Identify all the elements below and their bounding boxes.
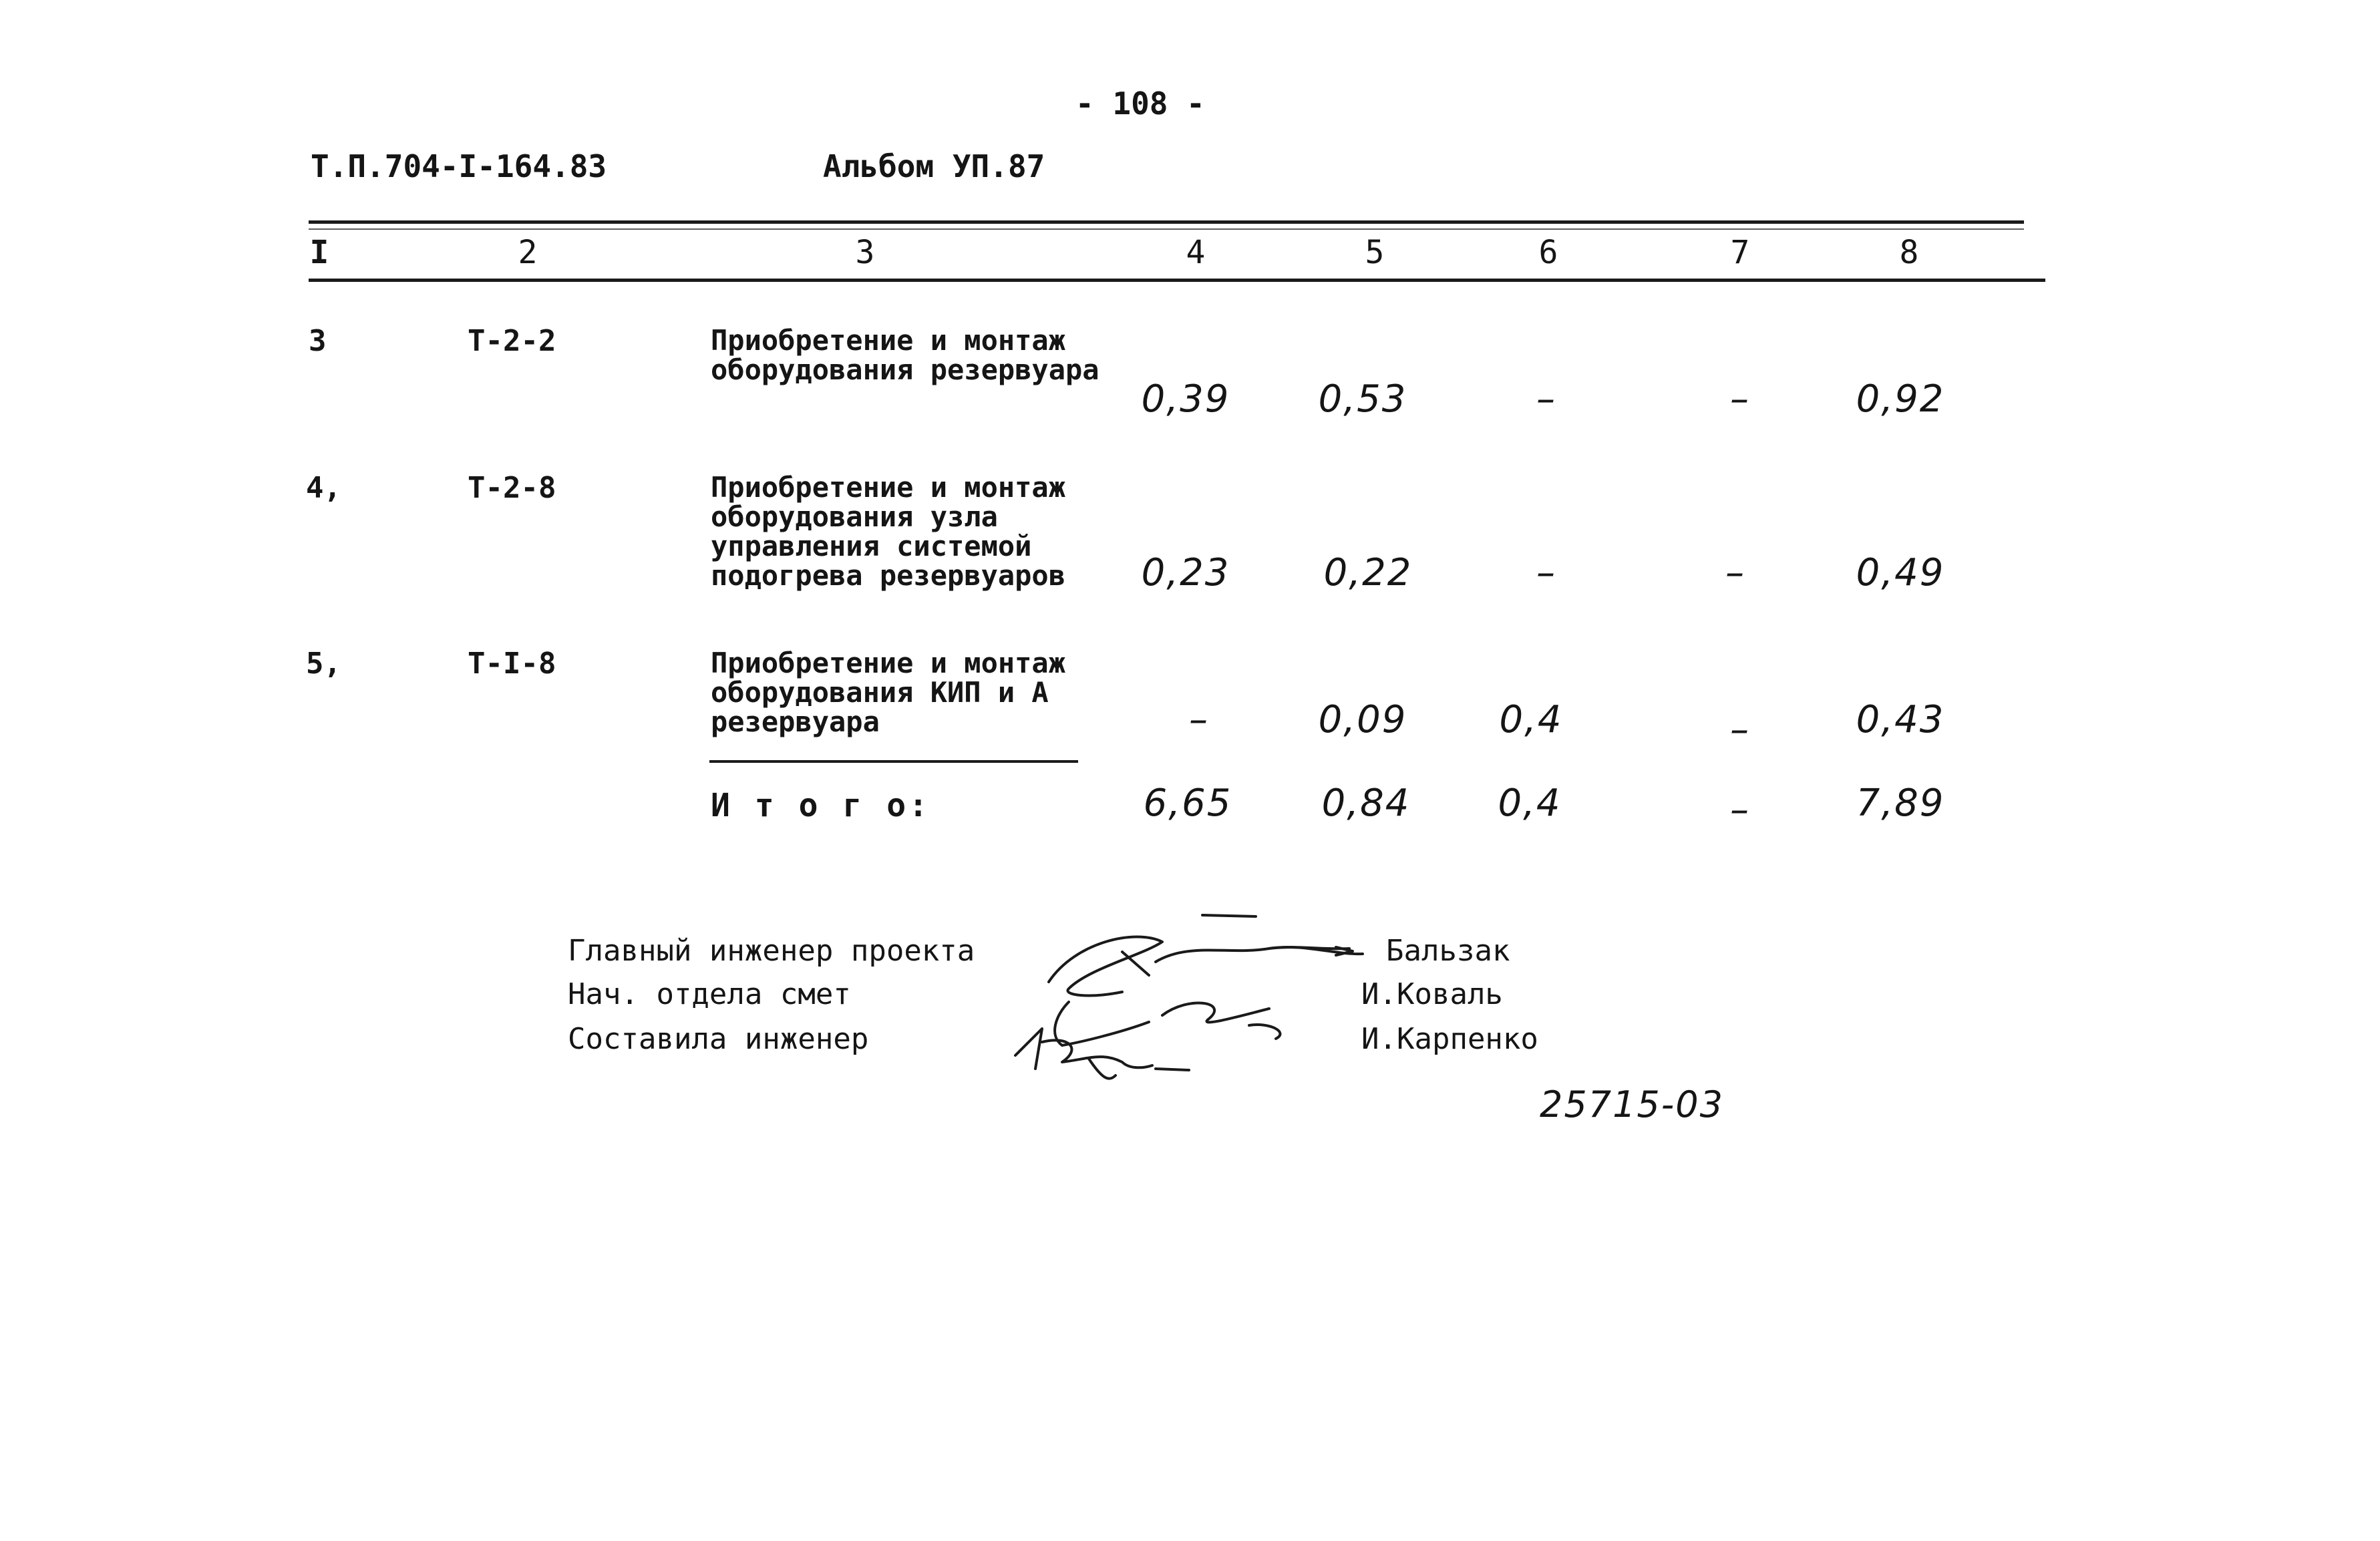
row-3-description: Приобретение и монтаж оборудования КИП и А резервуара: [711, 647, 1066, 738]
document-stamp-number: 25715-03: [1540, 1083, 1724, 1126]
column-header-6: 6: [1538, 234, 1558, 271]
document-code: Т.П.704-I-164.83: [311, 148, 607, 184]
total-col-7: –: [1730, 788, 1750, 832]
row-3-col-5: 0,09: [1318, 698, 1407, 741]
signature-name-koval: И.Коваль: [1361, 977, 1503, 1011]
row-2-col-4: 0,23: [1141, 551, 1230, 594]
signature-role-compiled-by: Составила инженер: [568, 1022, 869, 1056]
row-1-col-7: –: [1730, 377, 1750, 421]
signature-role-chief-engineer: Главный инженер проекта: [568, 934, 975, 968]
signature-name-karpenko: И.Карпенко: [1361, 1022, 1538, 1056]
signature-name-balzak: Бальзак: [1386, 934, 1510, 968]
row-2-description: Приобретение и монтаж оборудования узла управления системой подогрева резервуаров: [711, 471, 1066, 592]
row-2-col-7: –: [1725, 551, 1745, 594]
row-1-code: Т-2-2: [468, 324, 556, 358]
page-number: - 108 -: [1075, 85, 1205, 122]
row-3-col-8: 0,43: [1856, 698, 1945, 741]
row-1-col-4: 0,39: [1141, 377, 1230, 421]
row-3-number: 5,: [306, 647, 341, 681]
album-label: Альбом УП.87: [823, 148, 1045, 184]
total-label: И т о г о:: [711, 787, 930, 824]
total-col-5: 0,84: [1321, 782, 1411, 825]
signature-role-head-of-estimates: Нач. отдела смет: [568, 977, 851, 1011]
row-3-col-7: –: [1730, 708, 1750, 751]
column-header-5: 5: [1365, 234, 1385, 271]
table-header-rule: [309, 279, 2045, 282]
row-1-description: Приобретение и монтаж оборудования резервуара: [711, 324, 1099, 386]
column-header-2: 2: [518, 234, 538, 271]
row-1-col-5: 0,53: [1318, 377, 1407, 421]
column-header-4: 4: [1186, 234, 1206, 271]
total-col-4: 6,65: [1143, 782, 1232, 825]
column-header-8: 8: [1899, 234, 1919, 271]
table-top-rule: [309, 220, 2024, 224]
row-3-col-4: –: [1189, 698, 1209, 741]
row-2-col-6: –: [1536, 551, 1556, 594]
row-2-col-5: 0,22: [1323, 551, 1413, 594]
row-3-code: Т-I-8: [468, 647, 556, 681]
row-1-col-6: –: [1536, 377, 1556, 421]
row-2-number: 4,: [306, 471, 341, 505]
row-1-col-8: 0,92: [1856, 377, 1945, 421]
row-2-col-8: 0,49: [1856, 551, 1945, 594]
table-top-rule-thin: [309, 228, 2024, 230]
handwritten-signatures: [989, 902, 1416, 1089]
total-col-6: 0,4: [1498, 782, 1562, 825]
column-header-3: 3: [855, 234, 875, 271]
row-2-code: Т-2-8: [468, 471, 556, 505]
total-separator-rule: [709, 760, 1078, 763]
column-header-1: I: [309, 234, 329, 271]
total-col-8: 7,89: [1856, 782, 1945, 825]
column-header-7: 7: [1730, 234, 1750, 271]
row-3-col-6: 0,4: [1499, 698, 1563, 741]
row-1-number: 3: [309, 324, 327, 358]
